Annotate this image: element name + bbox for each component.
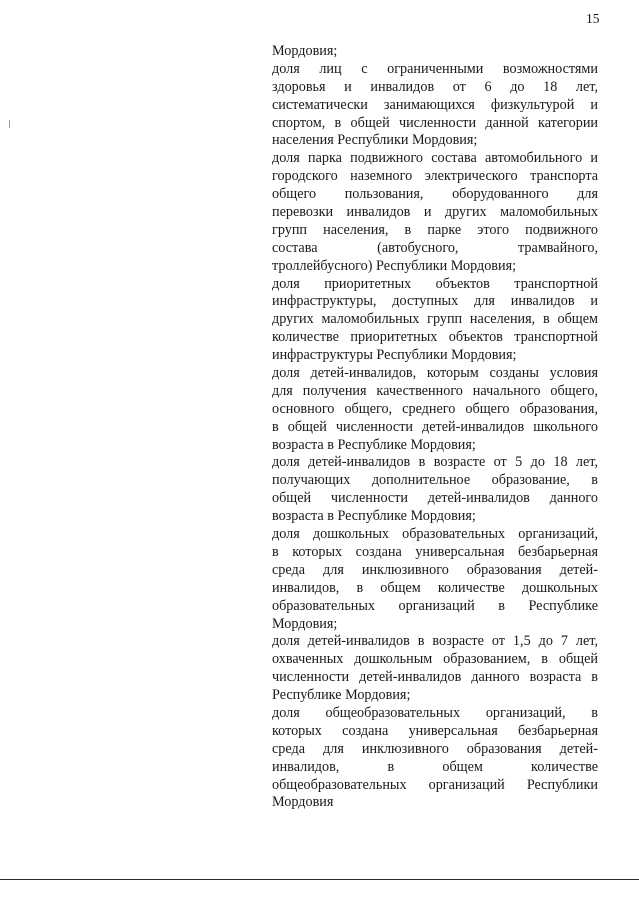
text-column — [272, 43, 598, 812]
body-text-line: количестве приоритетных объектов транспортной — [272, 329, 598, 346]
body-text-line: охваченных дошкольным образованием, в общей — [272, 651, 598, 668]
body-text-line: образовательных организаций в Республике — [272, 597, 598, 614]
body-text-line: групп населения, в парке этого подвижного — [272, 221, 598, 238]
body-text-line: систематически занимающихся физкультурой и — [272, 96, 598, 113]
body-text-line: доля детей-инвалидов в возрасте от 1,5 до 7 лет, — [272, 633, 598, 650]
body-text-line: населения Республики Мордовия; — [272, 132, 478, 149]
body-text-line: других маломобильных групп населения, в общем — [272, 311, 598, 328]
body-text-line: доля лиц с ограниченными возможностями — [272, 60, 598, 77]
body-text-line: инфраструктуры Республики Мордовия; — [272, 347, 517, 364]
body-text-line: для получения качественного начального общего, — [272, 382, 598, 399]
body-text-line: среда для инклюзивного образования детей- — [272, 740, 598, 757]
body-text-line: в которых создана универсальная безбарьерная — [272, 543, 598, 560]
body-text-line: которых создана универсальная безбарьерная — [272, 722, 598, 739]
body-text-line: численности детей-инвалидов данного возраста в — [272, 669, 598, 686]
page-number: 15 — [586, 11, 600, 26]
body-text-line: общей численности детей-инвалидов данного — [272, 490, 598, 507]
body-text-line: Мордовия; — [272, 615, 338, 632]
body-text-line: здоровья и инвалидов от 6 до 18 лет, — [272, 78, 598, 95]
body-text-line: перевозки инвалидов и других маломобильных — [272, 204, 598, 221]
bottom-rule — [0, 879, 639, 880]
body-text-line: Республике Мордовия; — [272, 687, 411, 704]
scan-edge-mark — [9, 120, 10, 128]
body-text-line: Мордовия; — [272, 43, 338, 59]
body-text-line: доля общеобразовательных организаций, в — [272, 704, 598, 721]
body-text-line: троллейбусного) Республики Мордовия; — [272, 257, 517, 274]
body-text-line: возраста в Республике Мордовия; — [272, 508, 476, 525]
body-text-line: общеобразовательных организаций Республики — [272, 776, 598, 793]
body-text-line: доля детей-инвалидов в возрасте от 5 до 18 лет, — [272, 454, 598, 471]
body-text-line: доля детей-инвалидов, которым созданы условия — [272, 365, 598, 382]
body-text-line: получающих дополнительное образование, в — [272, 472, 598, 489]
body-text-line: доля парка подвижного состава автомобильного и — [272, 150, 598, 167]
body-text-line: Мордовия — [272, 794, 334, 811]
body-text-line: инвалидов, в общем количестве — [272, 758, 598, 775]
body-text-line: доля приоритетных объектов транспортной — [272, 275, 598, 292]
body-text-line: инвалидов, в общем количестве дошкольных — [272, 579, 598, 596]
body-text-line: инфраструктуры, доступных для инвалидов и — [272, 293, 598, 310]
body-text-line: общего пользования, оборудованного для — [272, 186, 598, 203]
body-text-line: доля дошкольных образовательных организаций, — [272, 526, 598, 543]
body-text-line: в общей численности детей-инвалидов школьного — [272, 418, 598, 435]
body-text-line: городского наземного электрического транспорта — [272, 168, 598, 185]
body-text-line: возраста в Республике Мордовия; — [272, 436, 476, 453]
body-text-line: состава (автобусного, трамвайного, — [272, 239, 598, 256]
body-text-line: основного общего, среднего общего образования, — [272, 400, 598, 417]
body-text-line: среда для инклюзивного образования детей- — [272, 561, 598, 578]
body-text-line: спортом, в общей численности данной категории — [272, 114, 598, 131]
